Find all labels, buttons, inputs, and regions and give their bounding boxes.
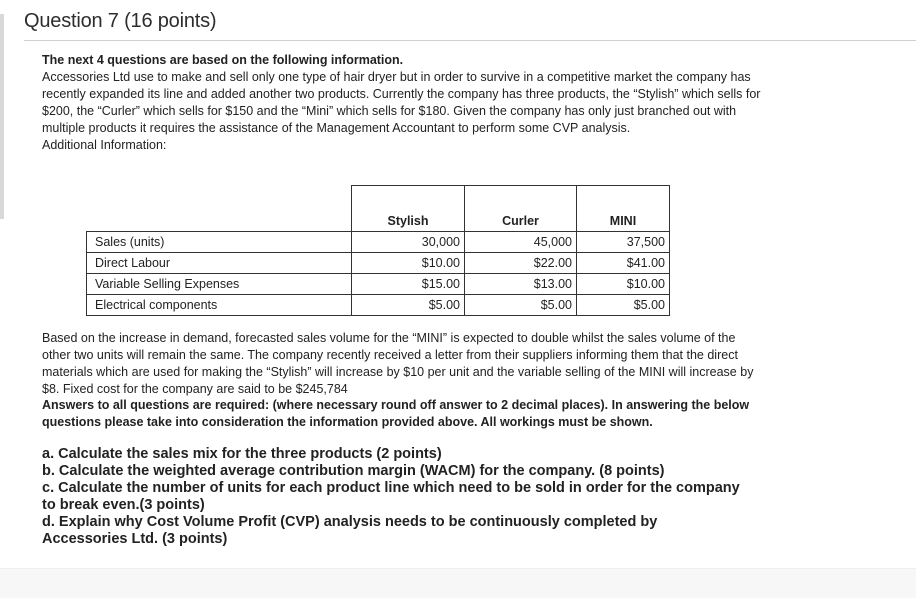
sub-question-d: d. Explain why Cost Volume Profit (CVP) analysis needs to be continuously completed by Accessories Ltd. (3 points) bbox=[42, 514, 658, 547]
header-stylish: Stylish bbox=[352, 186, 465, 232]
table-header-row bbox=[87, 186, 670, 232]
bottom-band bbox=[0, 568, 916, 598]
cell-curler: $5.00 bbox=[465, 295, 577, 316]
intro-body: Accessories Ltd use to make and sell only one type of hair dryer but in order to survive in a competitive market the company has recently expanded its line and added another two products. Currently the company has three products, the “Stylish” which sells for $200, the “Curler” which sells for $150 and the “Mini” which sells for $180. Given the company has only just branched out with multiple products it requires the assistance of the Management Accountant to perform some CVP analysis. bbox=[42, 70, 761, 135]
intro-lead: The next 4 questions are based on the following information. bbox=[42, 53, 404, 67]
question-number: Question 7 bbox=[24, 10, 119, 32]
cell-stylish: 30,000 bbox=[352, 232, 465, 253]
table-corner bbox=[87, 186, 352, 232]
row-label: Electrical components bbox=[87, 295, 352, 316]
sub-question-c: c. Calculate the number of units for each product line which need to be sold in order for the company to break even.(3 points) bbox=[42, 480, 740, 513]
row-label: Direct Labour bbox=[87, 253, 352, 274]
cell-mini: $10.00 bbox=[577, 274, 670, 295]
cell-stylish: $5.00 bbox=[352, 295, 465, 316]
intro-section bbox=[42, 52, 777, 154]
cell-mini: $5.00 bbox=[577, 295, 670, 316]
row-label: Sales (units) bbox=[87, 232, 352, 253]
instructions-paragraph: Answers to all questions are required: (where necessary round off answer to 2 decimal places). In answering the below questions please take into consideration the information provided above. All workings must be shown. bbox=[42, 398, 750, 429]
table-row bbox=[87, 274, 670, 295]
sub-question-a: a. Calculate the sales mix for the three products (2 points) bbox=[42, 446, 442, 462]
cell-curler: $22.00 bbox=[465, 253, 577, 274]
cell-stylish: $15.00 bbox=[352, 274, 465, 295]
cell-curler: 45,000 bbox=[465, 232, 577, 253]
table-row bbox=[87, 253, 670, 274]
sub-question-b: b. Calculate the weighted average contribution margin (WACM) for the company. (8 points) bbox=[42, 463, 665, 479]
title-divider bbox=[24, 40, 916, 41]
cell-mini: 37,500 bbox=[577, 232, 670, 253]
table-row bbox=[87, 295, 670, 316]
question-title bbox=[24, 10, 216, 33]
additional-info-label: Additional Information: bbox=[42, 138, 167, 152]
cell-mini: $41.00 bbox=[577, 253, 670, 274]
row-label: Variable Selling Expenses bbox=[87, 274, 352, 295]
product-cost-table bbox=[86, 185, 670, 316]
sub-question-list bbox=[42, 446, 742, 548]
cell-curler: $13.00 bbox=[465, 274, 577, 295]
left-border bbox=[0, 14, 4, 219]
table-row bbox=[87, 232, 670, 253]
header-mini: MINI bbox=[577, 186, 670, 232]
header-curler: Curler bbox=[465, 186, 577, 232]
cell-stylish: $10.00 bbox=[352, 253, 465, 274]
forecast-paragraph: Based on the increase in demand, forecasted sales volume for the “MINI” is expected to double whilst the sales volume of the other two units will remain the same. The company recently received a letter from their suppliers informing them that the direct materials which are used for making the “Stylish” will increase by $10 per unit and the variable selling of the MINI will increase by $8. Fixed cost for the company are said to be $245,784 bbox=[42, 331, 754, 396]
question-points: (16 points) bbox=[124, 10, 217, 32]
